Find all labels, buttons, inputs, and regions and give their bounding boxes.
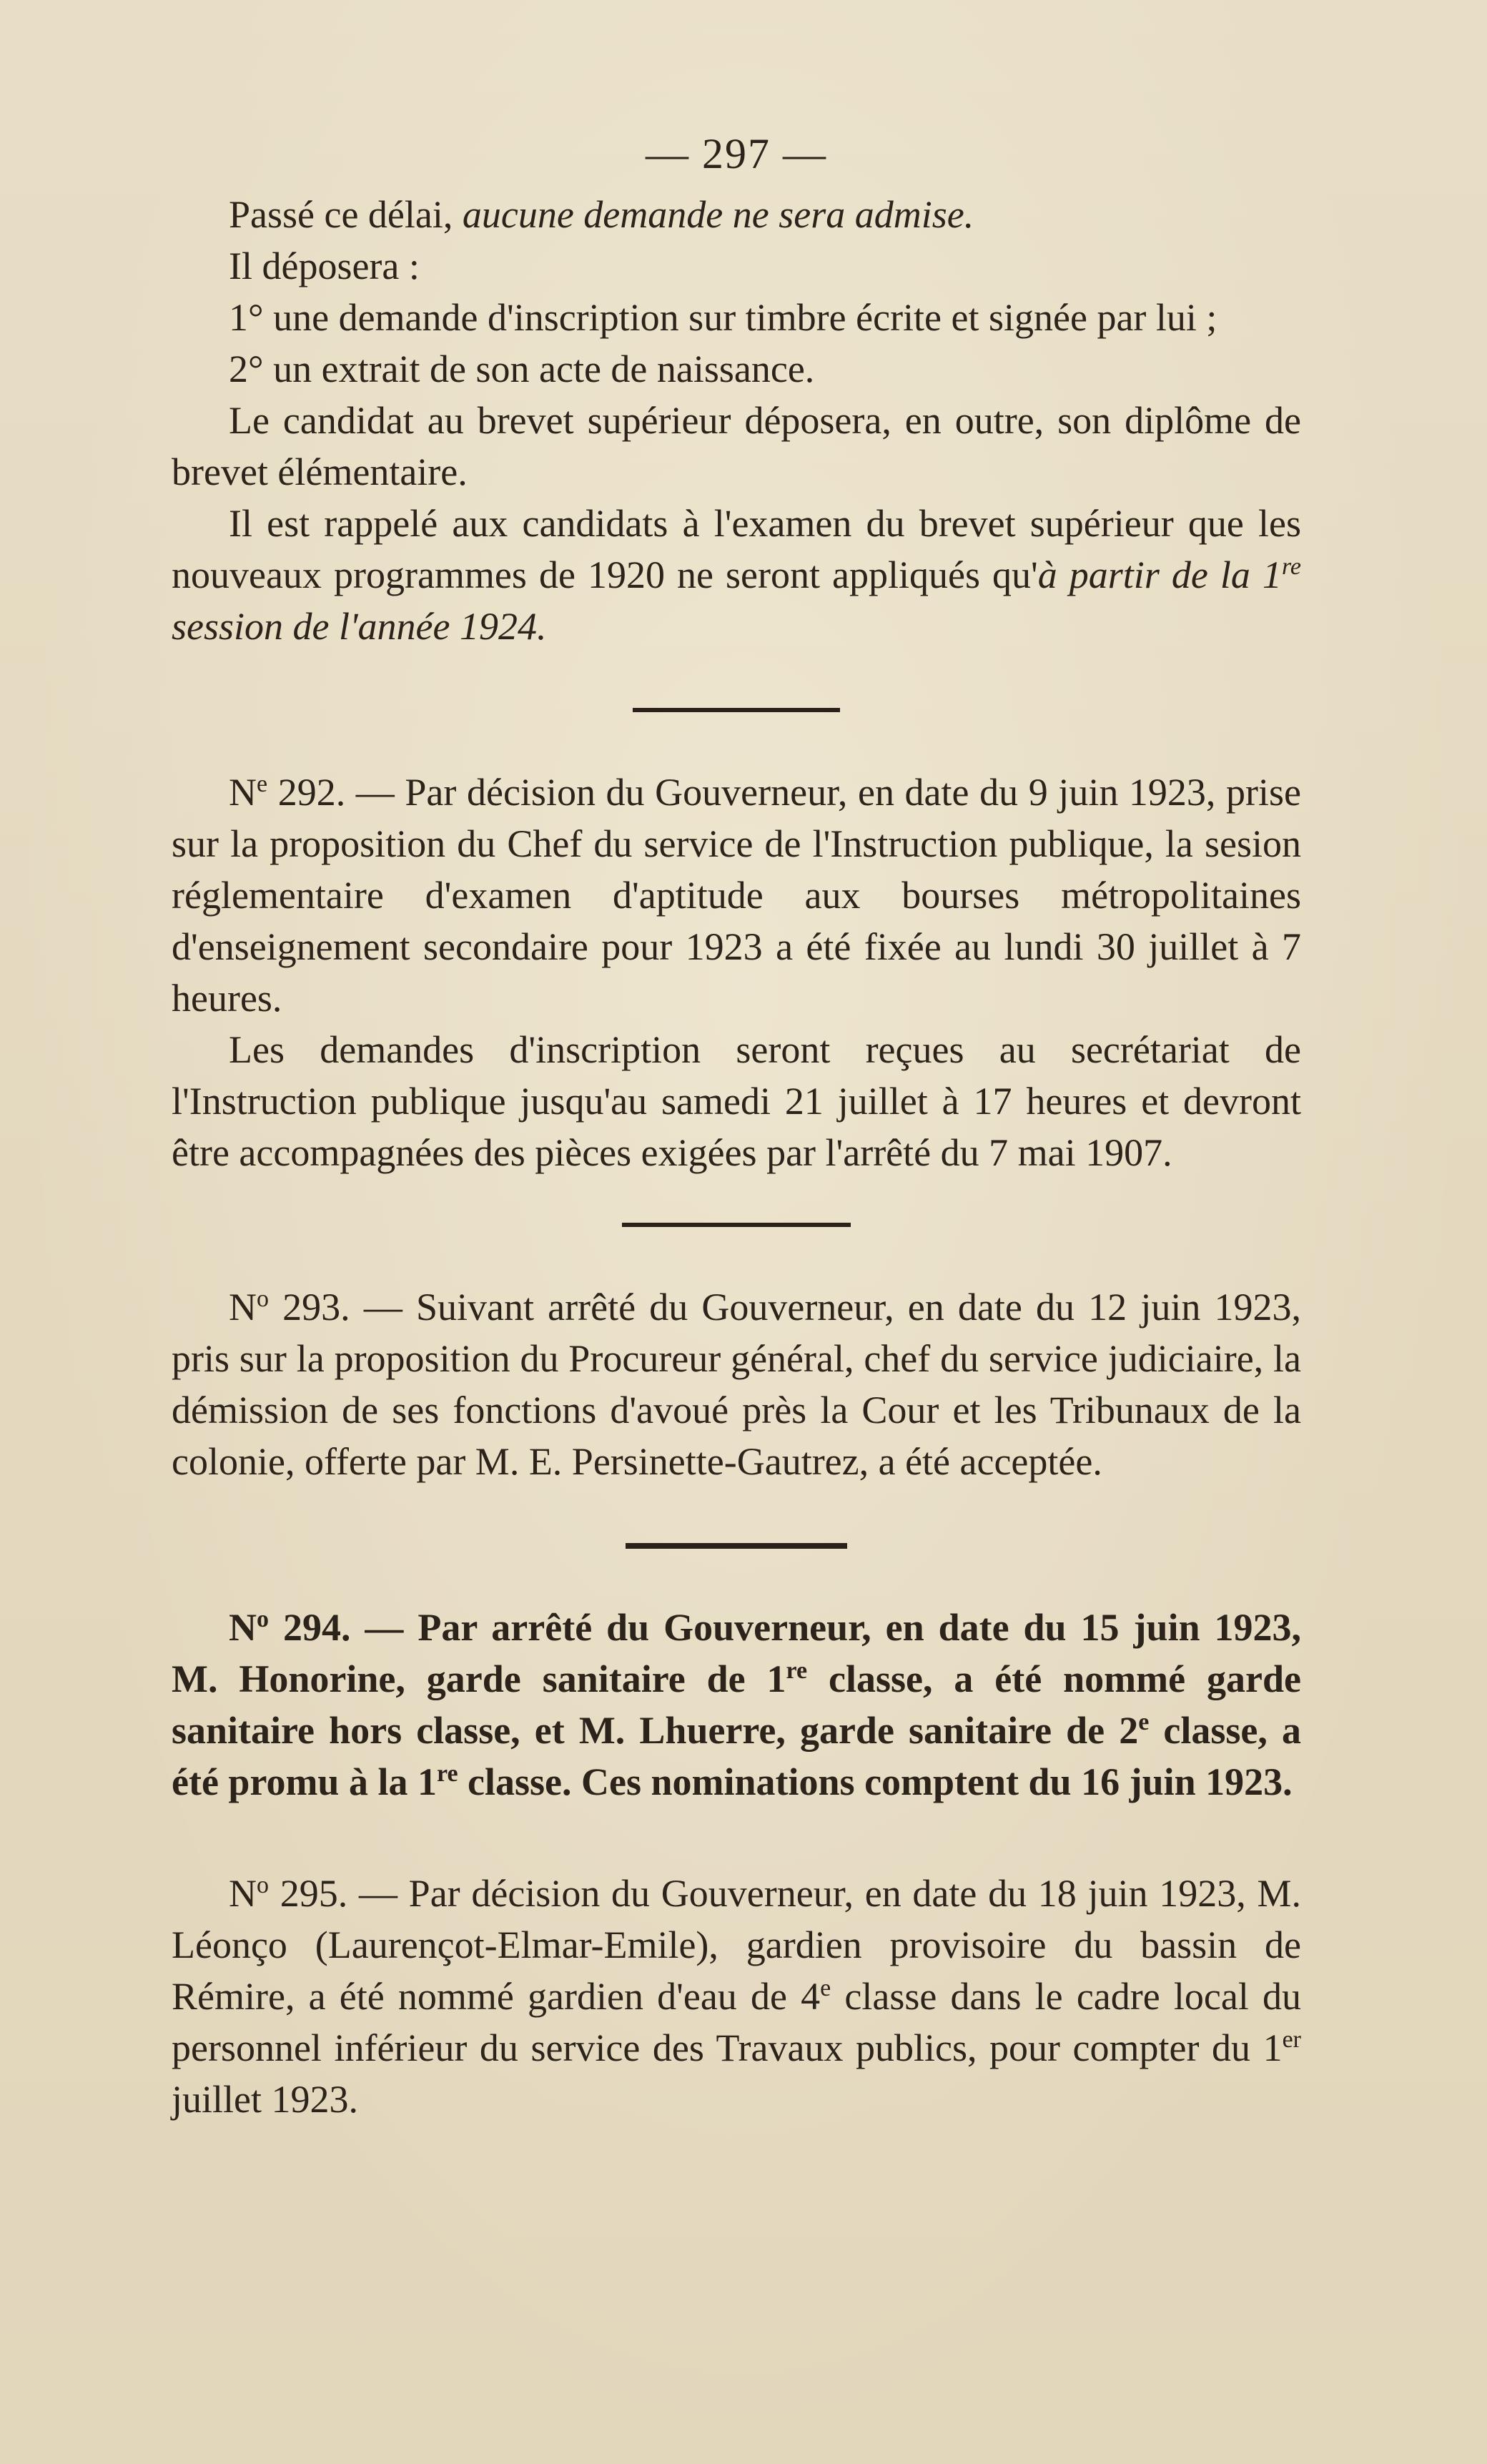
notice-295-paragraph: [172, 1868, 1301, 2125]
notice-292-lead-sup: e: [257, 771, 268, 797]
notice-293-lead-sup: o: [257, 1286, 269, 1312]
section-spacer: [172, 1808, 1301, 1868]
intro-paragraph-item-2: 2° un extrait de son acte de naissance.: [229, 348, 815, 390]
deadline-emphasis: aucune demande ne sera admise.: [462, 193, 974, 236]
notice-293-lead: N: [229, 1286, 257, 1329]
deadline-text: Passé ce délai,: [229, 193, 463, 236]
notice-295-sup-b: er: [1282, 2026, 1301, 2053]
intro-paragraph-item-1: 1° une demande d'inscription sur timbre écrite et signée par lui ;: [229, 296, 1217, 339]
page-number: — 297 —: [646, 130, 827, 177]
notice-292-text: 292. — Par décision du Gouverneur, en date du 9 juin 1923, prise sur la proposition du Chef du service de l'Instruction publique, la sesion réglementaire d'examen d'aptitude aux bourses métropolitaines d'enseignement secondaire pour 1923 a été fixée au lundi 30 juillet à 7 heures.: [172, 771, 1301, 1020]
notice-294-text-c: classe, a été promu à la 1: [172, 1709, 1301, 1803]
notice-293-paragraph: [172, 1281, 1301, 1487]
programmes-italic-a: à partir de la 1: [1037, 553, 1282, 596]
notice-294-sup-c: re: [436, 1760, 458, 1787]
notice-294-sup-a: re: [786, 1657, 808, 1684]
notice-294-text-b: classe, a été nommé garde sanitaire hors classe, et M. Lhuerre, garde sanitaire de 2: [172, 1657, 1301, 1752]
intro-paragraph-diploma: Le candidat au brevet supérieur déposera, en outre, son diplôme de brevet élémentaire.: [172, 399, 1301, 493]
intro-paragraph-deadline: [172, 189, 1301, 240]
section-divider: [622, 1223, 851, 1227]
notice-292-lead: N: [229, 771, 257, 814]
notice-294-text-d: classe. Ces nominations comptent du 16 juin 1923.: [458, 1760, 1293, 1803]
intro-paragraph-deposit: Il déposera :: [229, 245, 420, 287]
notice-295-lead-sup: o: [257, 1872, 269, 1898]
notice-295-text-a: 295. — Par décision du Gouverneur, en date du 18 juin 1923, M. Léonço (Laurençot-Elmar-Emile), gardien provisoire du bassin de Rémire, a été nommé gardien d'eau de 4: [172, 1872, 1301, 2018]
notice-294-sup-b: e: [1138, 1709, 1150, 1735]
notice-294-text-a: 294. — Par arrêté du Gouverneur, en date du 15 juin 1923, M. Honorine, garde sanitaire de 1: [172, 1606, 1301, 1700]
notice-292-paragraph-2: Les demandes d'inscription seront reçues au secrétariat de l'Instruction publique jusqu'au samedi 21 juillet à 17 heures et devront être accompagnées des pièces exigées par l'arrêté du 7 mai 1907.: [172, 1028, 1301, 1174]
notice-294-paragraph: [172, 1602, 1301, 1808]
programmes-sup: re: [1281, 553, 1301, 580]
notice-293-text: 293. — Suivant arrêté du Gouverneur, en date du 12 juin 1923, pris sur la proposition du Procureur général, chef du service judiciaire, la démission de ses fonctions d'avoué près la Cour et les Tribunaux de la colonie, offerte par M. E. Persinette-Gautrez, a été acceptée.: [172, 1286, 1301, 1483]
notice-292-paragraph-1: [172, 767, 1301, 1024]
notice-295-text-b: classe dans le cadre local du personnel inférieur du service des Travaux publics, pour compter du 1: [172, 1975, 1302, 2069]
notice-294-lead-sup: o: [257, 1606, 269, 1632]
section-divider: [626, 1543, 847, 1549]
notice-295-lead: N: [229, 1872, 257, 1915]
notice-295-sup-a: e: [820, 1975, 831, 2001]
programmes-italic-b: session de l'année 1924.: [172, 605, 547, 648]
section-divider: [633, 708, 840, 712]
programmes-text: Il est rappelé aux candidats à l'examen du brevet supérieur que les nouveaux programmes de 1920 ne seront appliqués qu': [172, 502, 1301, 596]
notice-295-text-c: juillet 1923.: [172, 2078, 358, 2121]
text-column: [172, 129, 1301, 2125]
intro-paragraph-programmes: [172, 498, 1301, 652]
notice-294-lead: N: [229, 1606, 257, 1649]
